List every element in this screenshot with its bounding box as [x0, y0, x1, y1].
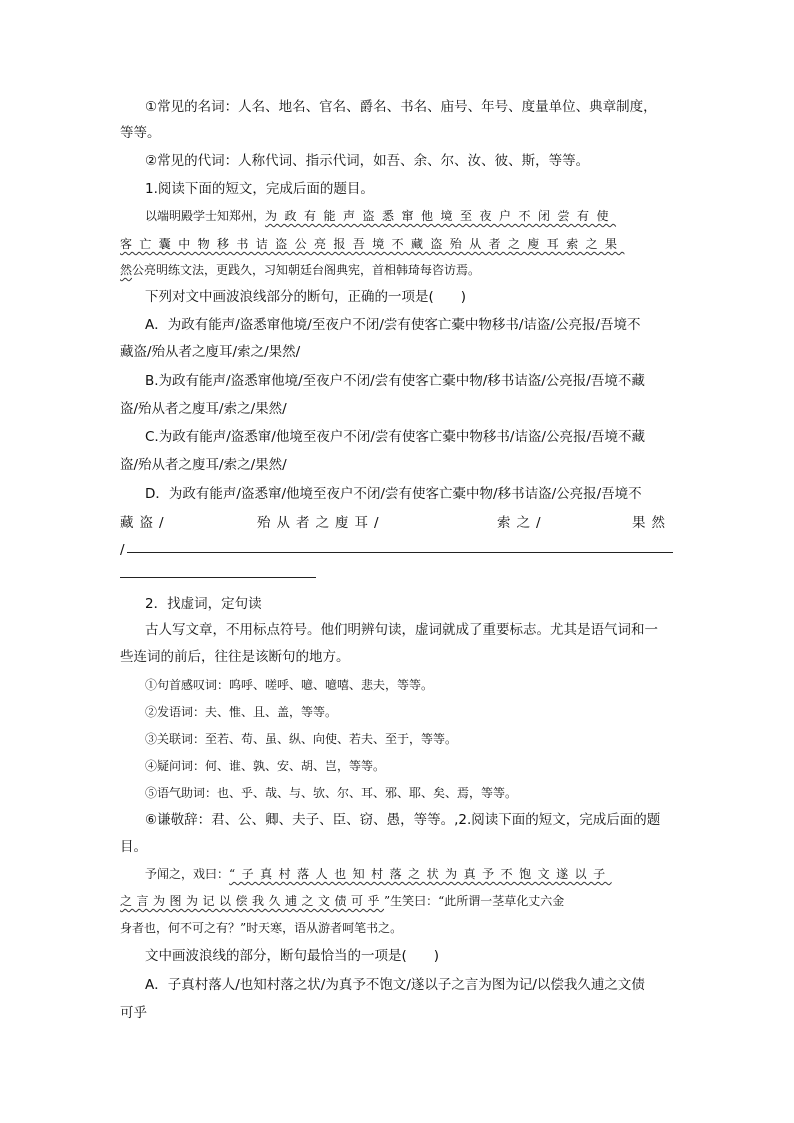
q1-option-b-1: B.为政有能声/盗悉窜他境/至夜户不闭/尝有使客亡橐中物/移书诘盗/公亮报/吾境不藏	[145, 373, 645, 389]
q1-option-d-seg: 索之/	[497, 515, 547, 531]
q2-question: 文中画波浪线的部分，断句最恰当的一项是( )	[145, 948, 440, 964]
q1-passage-line-1	[145, 206, 705, 226]
function-word-item-5: ⑤语气助词：也、乎、哉、与、欤、尔、耳、邪、耶、矣、焉，等等。	[145, 786, 518, 800]
q2-passage-line-3: 身者也，何不可之有？”时天寒，语从游者呵笔书之。	[120, 921, 403, 935]
q2-passage-wavy: 之言为图为记以偿我久逋之文债可乎	[120, 894, 385, 908]
common-pronouns-line: ②常见的代词：人称代词、指示代词，如吾、余、尔、汝、彼、斯，等等。	[145, 153, 590, 169]
q1-option-b-2: 盗/殆从者之廋耳/索之/果然/	[120, 401, 287, 417]
answer-blank-line	[127, 552, 673, 553]
q1-option-d-1: D．为政有能声/盗悉窜/他境至夜户不闭/尝有使客亡橐中物/移书诘盗/公亮报/吾境不	[145, 486, 642, 502]
q1-passage-wavy: 客亡囊中物移书诘盗公亮报吾境不藏盗殆从者之廋耳索之果	[120, 237, 625, 251]
q1-option-a-2: 藏盗/殆从者之廋耳/索之/果然/	[120, 344, 301, 360]
q1-option-d-seg: 果然	[632, 515, 671, 531]
function-word-item-4: ④疑问词：何、谁、孰、安、胡、岂，等等。	[145, 759, 386, 773]
q1-passage-line-2	[120, 234, 680, 254]
section2-intro-1: 古人写文章，不用标点符号。他们明辨句读，虚词就成了重要标志。尤其是语气词和一	[145, 622, 658, 638]
q2-passage-plain: 予闻之，戏曰：	[145, 867, 230, 881]
q1-prompt: 1.阅读下面的短文，完成后面的题目。	[145, 181, 374, 197]
section2-intro-2: 些连词的前后，往往是该断句的地方。	[120, 649, 350, 665]
q1-passage-wavy: 然	[120, 263, 133, 277]
q1-option-c-2: 盗/殆从者之廋耳/索之/果然/	[120, 457, 287, 473]
q2-passage-plain: ”生笑曰：“此所谓一茎草化丈六金	[384, 894, 565, 908]
q1-question: 下列对文中画波浪线部分的断句，正确的一项是( )	[145, 289, 467, 305]
q1-option-d-3: /	[120, 542, 125, 558]
q1-option-d-seg: 殆从者之廋耳/	[257, 515, 385, 531]
section2-heading: 2．找虚词，定句读	[145, 596, 262, 612]
common-nouns-text: ①常见的名词：人名、地名、官名、爵名、书名、庙号、年号、度量单位、典章制度，	[145, 99, 657, 115]
q1-option-d-seg: 藏盗/	[120, 515, 170, 531]
q1-option-c-1: C.为政有能声/盗悉窜/他境至夜户不闭/尝有使客亡橐中物移书/诘盗/公亮报/吾境不藏	[145, 429, 646, 445]
q1-passage-plain: 公亮明练文法，更践久，习知朝廷台阁典宪，首相韩琦每咨访焉。	[132, 263, 481, 277]
function-word-item-2: ②发语词：夫、惟、且、盖，等等。	[145, 705, 338, 719]
q1-option-a-1: A．为政有能声/盗悉窜他境/至夜户不闭/尝有使客亡橐中物移书/诘盗/公亮报/吾境不	[145, 317, 641, 333]
q2-passage-line-1	[145, 864, 705, 884]
common-nouns-cont: 等等。	[120, 125, 161, 141]
q2-passage-wavy: “子真村落人也知村落之状为真予不饱文遂以子	[229, 867, 612, 881]
q1-passage-wavy: 为政有能声盗悉窜他境至夜户不闭尝有使	[265, 209, 617, 223]
q1-passage-plain: 以端明殿学士知郑州，	[145, 209, 266, 223]
function-word-item-6-cont: 目。	[120, 839, 147, 855]
function-word-item-6: ⑥谦敬辞：君、公、卿、夫子、臣、窃、愚，等等。,2.阅读下面的短文，完成后面的题	[145, 812, 661, 828]
q2-option-a-1: A．子真村落人/也知村落之状/为真予不饱文/遂以子之言为图为记/以偿我久逋之文债	[145, 977, 645, 993]
q1-passage-line-3	[120, 260, 680, 280]
q2-passage-line-2	[120, 891, 680, 911]
answer-blank-line-short	[120, 577, 316, 578]
function-word-item-3: ③关联词：至若、苟、虽、纵、向使、若夫、至于，等等。	[145, 732, 458, 746]
function-word-item-1: ①句首感叹词：呜呼、嗟呼、噫、噫嘻、悲夫，等等。	[145, 678, 434, 692]
q2-option-a-2: 可乎	[120, 1005, 147, 1021]
common-nouns-line	[145, 97, 705, 117]
